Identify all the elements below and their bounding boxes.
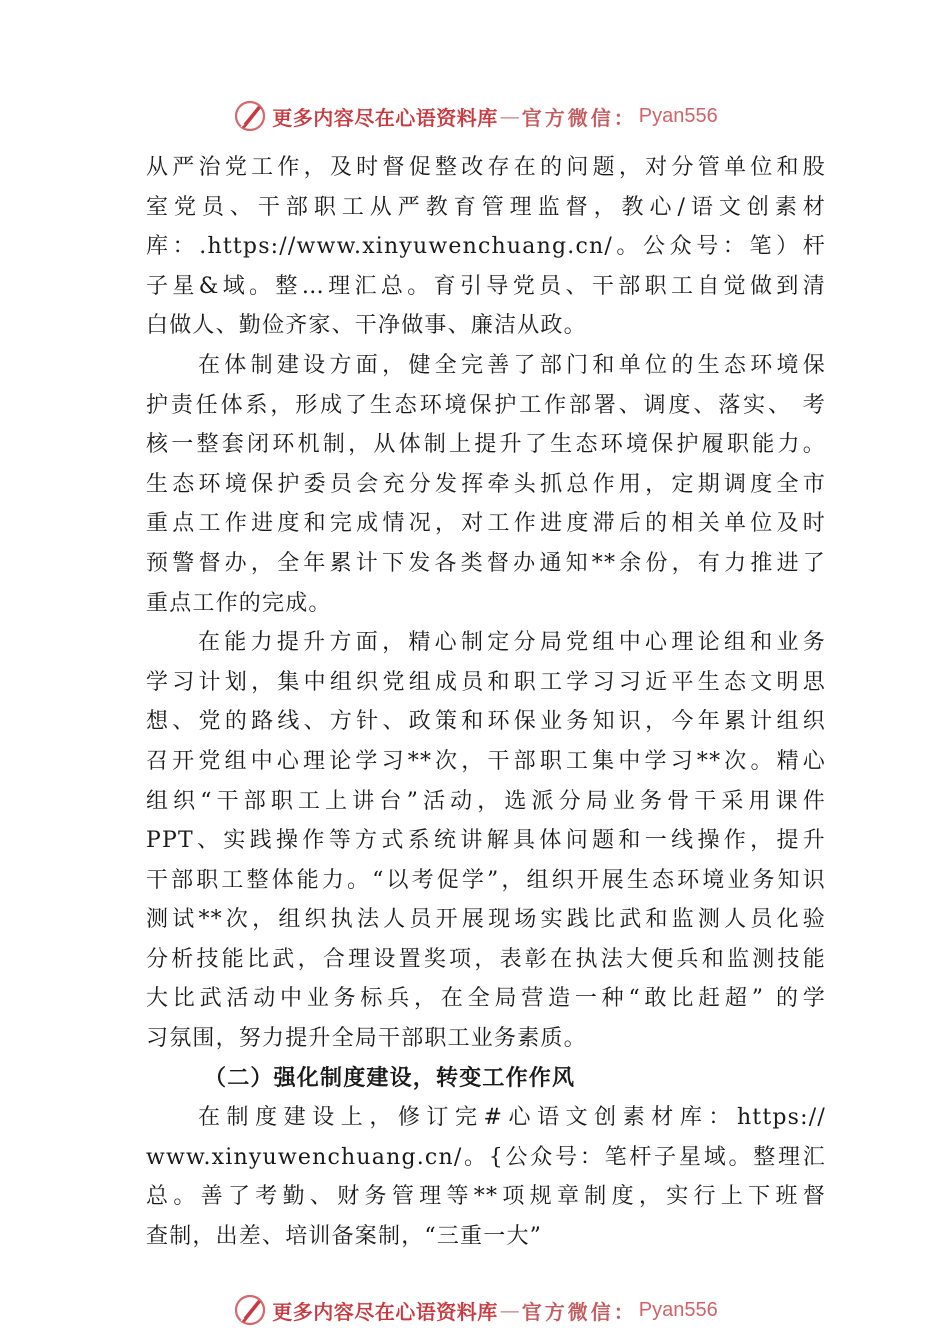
text-line: 室党员、干部职工从严教育管理监督，教心/语文创素材: [146, 194, 826, 220]
text-line: 子星&域。整…理汇总。育引导党员、干部职工自觉做到清: [146, 273, 826, 299]
text-line: 核一整套闭环机制，从体制上提升了生态环境保护履职能力。: [146, 432, 826, 458]
text-line: 护责任体系，形成了生态环境保护工作部署、调度、落实、 考: [146, 392, 826, 418]
watermark-wechat-id: Pyan556: [638, 1298, 718, 1321]
watermark-separator: —: [499, 1298, 520, 1322]
document-body: [146, 148, 826, 1257]
text-line: 重点工作的完成。: [146, 590, 332, 616]
text-line: www.xinyuwenchuang.cn/。{公众号：笔杆子星域。整理汇: [146, 1144, 826, 1170]
text-line: 召开党组中心理论学习**次，干部职工集中学习**次。精心: [146, 748, 826, 774]
text-line: 从严治党工作，及时督促整改存在的问题，对分管单位和股: [146, 155, 826, 180]
watermark-wechat-label: 官方微信：: [521, 105, 637, 130]
text-line: 组织“干部职工上讲台”活动，选派分局业务骨干采用课件: [146, 788, 826, 814]
text-line: PPT、实践操作等方式系统讲解具体问题和一线操作，提升: [146, 828, 826, 854]
watermark-site-name: 更多内容尽在心语资料库: [272, 105, 498, 130]
watermark-wechat-id: Pyan556: [638, 104, 718, 127]
text-line: 重点工作进度和完成情况，对工作进度滞后的相关单位及时: [146, 511, 826, 537]
watermark-site-name: 更多内容尽在心语资料库: [272, 1299, 498, 1324]
text-line: 预警督办，全年累计下发各类督办通知**余份，有力推进了: [146, 550, 826, 576]
text-line: 测试**次，组织执法人员开展现场实践比武和监测人员化验: [146, 907, 826, 933]
text-line: 习氛围，努力提升全局干部职工业务素质。: [146, 1026, 587, 1052]
watermark-footer: [0, 1290, 950, 1330]
text-line: 大比武活动中业务标兵，在全局营造一种“敢比赶超” 的学: [146, 986, 826, 1012]
text-line: 在体制建设方面，健全完善了部门和单位的生态环境保: [198, 352, 826, 378]
watermark-wechat-label: 官方微信：: [521, 1299, 637, 1324]
text-line: 干部职工整体能力。“以考促学”，组织开展生态环境业务知识: [146, 867, 826, 893]
text-line: 生态环境保护委员会充分发挥牵头抓总作用，定期调度全市: [146, 471, 826, 497]
text-line: 查制，出差、培训备案制，“三重一大”: [146, 1224, 543, 1250]
quill-pen-circle-icon: [232, 1292, 268, 1328]
section-heading: （二）强化制度建设，转变工作作风: [204, 1064, 576, 1091]
text-line: 分析技能比武，合理设置奖项，表彰在执法大便兵和监测技能: [146, 946, 826, 972]
text-line: 白做人、勤俭齐家、干净做事、廉洁从政。: [146, 313, 587, 339]
text-line: 在制度建设上，修订完#心语文创素材库：https://: [198, 1105, 826, 1131]
text-line: 库：.https://www.xinyuwenchuang.cn/。公众号：笔）杆: [146, 234, 826, 260]
watermark-separator: —: [499, 104, 520, 128]
text-line: 在能力提升方面，精心制定分局党组中心理论组和业务: [198, 630, 826, 656]
text-line: 总。善了考勤、财务管理等**项规章制度，实行上下班督: [146, 1184, 826, 1210]
quill-pen-circle-icon: [232, 98, 268, 134]
text-line: 想、党的路线、方针、政策和环保业务知识，今年累计组织: [146, 709, 826, 735]
text-line: 学习计划，集中组织党组成员和职工学习习近平生态文明思: [146, 669, 826, 695]
watermark-header: [0, 96, 950, 136]
